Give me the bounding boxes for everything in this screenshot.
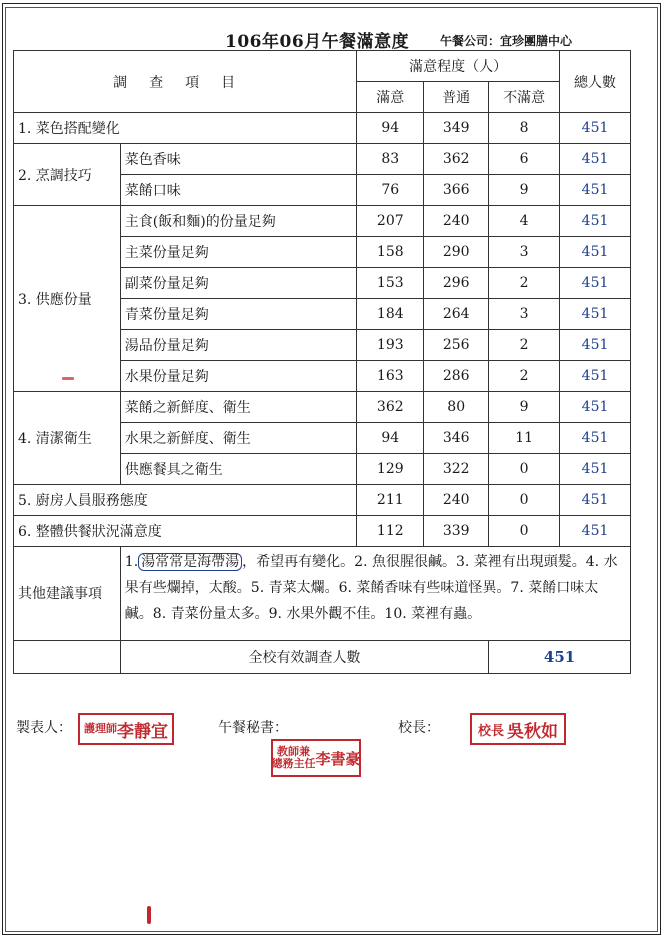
row-label: 水果份量足夠 — [120, 361, 357, 392]
suggestion-number: 1. — [124, 554, 139, 570]
cell-unsatisfied: 8 — [489, 113, 560, 144]
row-label: 主食(飯和麵)的份量足夠 — [120, 206, 357, 237]
cell-normal: 80 — [424, 392, 489, 423]
cell-unsatisfied: 2 — [489, 330, 560, 361]
cell-satisfied: 184 — [357, 299, 424, 330]
cell-satisfied: 129 — [357, 454, 424, 485]
row-label: 水果之新鮮度、衛生 — [120, 423, 357, 454]
principal-seal-stamp — [470, 713, 566, 745]
row-label: 5. 廚房人員服務態度 — [14, 485, 357, 516]
page-title: 106年06月午餐滿意度 — [225, 32, 410, 52]
cell-unsatisfied: 2 — [489, 361, 560, 392]
cell-normal: 286 — [424, 361, 489, 392]
cell-normal: 240 — [424, 485, 489, 516]
table-row — [14, 516, 631, 547]
cell-satisfied: 153 — [357, 268, 424, 299]
cell-satisfied: 112 — [357, 516, 424, 547]
cell-satisfied: 211 — [357, 485, 424, 516]
cell-normal: 240 — [424, 206, 489, 237]
maker-seal-stamp — [78, 713, 174, 745]
table-row — [14, 206, 631, 237]
secretary-seal-title-2: 總務主任 — [271, 757, 316, 770]
secretary-seal-titles — [272, 746, 316, 770]
table-row — [14, 392, 631, 423]
suggestion-rest: ，希望再有變化。2. 魚很腥很鹹。3. 菜裡有出現頭髮。4. 水果有些爛掉，太酸。5. 青菜太爛。6. 菜餚香味有些味道怪異。7. 菜餚口味太鹹。8. 青菜份量太多。9. 水果外觀不佳。10. 菜裡有蟲。 — [124, 554, 618, 622]
column-header-satisfied: 滿意 — [357, 82, 424, 113]
column-header-unsatisfied: 不滿意 — [489, 82, 560, 113]
cell-total: 451 — [560, 144, 631, 175]
cell-unsatisfied: 6 — [489, 144, 560, 175]
cell-normal: 349 — [424, 113, 489, 144]
cell-unsatisfied: 0 — [489, 454, 560, 485]
cell-satisfied: 76 — [357, 175, 424, 206]
cell-normal: 264 — [424, 299, 489, 330]
row-label: 菜色香味 — [120, 144, 357, 175]
cell-total: 451 — [560, 485, 631, 516]
cell-normal: 339 — [424, 516, 489, 547]
cell-normal: 346 — [424, 423, 489, 454]
circled-suggestion: 湯常常是海帶湯 — [138, 553, 242, 571]
cell-satisfied: 94 — [357, 113, 424, 144]
maker-label: 製表人： — [16, 720, 72, 736]
cell-unsatisfied: 0 — [489, 485, 560, 516]
cell-unsatisfied: 3 — [489, 237, 560, 268]
maker-seal-title: 護理師 — [84, 722, 117, 735]
cell-satisfied: 207 — [357, 206, 424, 237]
cell-unsatisfied: 4 — [489, 206, 560, 237]
cell-unsatisfied: 2 — [489, 268, 560, 299]
cell-total: 451 — [560, 113, 631, 144]
column-header-normal: 普通 — [424, 82, 489, 113]
cell-total: 451 — [560, 299, 631, 330]
suggestions-text — [120, 547, 630, 641]
company-name: 午餐公司：宜珍團膳中心 — [440, 34, 573, 48]
summary-row — [14, 641, 631, 674]
cell-unsatisfied: 9 — [489, 392, 560, 423]
cell-total: 451 — [560, 268, 631, 299]
cell-total: 451 — [560, 175, 631, 206]
group-label: 3. 供應份量 — [14, 206, 121, 392]
cell-total: 451 — [560, 423, 631, 454]
secretary-seal-title-1: 教師兼 — [277, 745, 310, 758]
summary-value: 451 — [489, 641, 631, 674]
cell-total: 451 — [560, 237, 631, 268]
cell-unsatisfied: 9 — [489, 175, 560, 206]
row-label: 湯品份量足夠 — [120, 330, 357, 361]
table-row — [14, 485, 631, 516]
column-header-total: 總人數 — [560, 51, 631, 113]
cell-satisfied: 94 — [357, 423, 424, 454]
table-row — [14, 113, 631, 144]
cell-unsatisfied: 0 — [489, 516, 560, 547]
column-header-satisfaction: 滿意程度（人） — [357, 51, 560, 82]
group-label: 4. 清潔衛生 — [14, 392, 121, 485]
secretary-label: 午餐秘書： — [218, 720, 288, 736]
cell-satisfied: 362 — [357, 392, 424, 423]
cell-unsatisfied: 11 — [489, 423, 560, 454]
secretary-seal-stamp — [271, 739, 361, 777]
suggestions-label: 其他建議事項 — [14, 547, 121, 641]
summary-spacer — [14, 641, 121, 674]
cell-normal: 296 — [424, 268, 489, 299]
survey-table — [13, 50, 631, 674]
cell-normal: 366 — [424, 175, 489, 206]
row-label: 副菜份量足夠 — [120, 268, 357, 299]
cell-normal: 256 — [424, 330, 489, 361]
row-label: 青菜份量足夠 — [120, 299, 357, 330]
cell-unsatisfied: 3 — [489, 299, 560, 330]
principal-seal-name: 吳秋如 — [507, 721, 558, 742]
cell-normal: 322 — [424, 454, 489, 485]
column-header-item: 調查項目 — [14, 51, 357, 113]
row-label: 供應餐具之衛生 — [120, 454, 357, 485]
row-label: 6. 整體供餐狀況滿意度 — [14, 516, 357, 547]
row-label: 主菜份量足夠 — [120, 237, 357, 268]
row-label: 1. 菜色搭配變化 — [14, 113, 357, 144]
cell-total: 451 — [560, 516, 631, 547]
cell-total: 451 — [560, 330, 631, 361]
row-label: 菜餚口味 — [120, 175, 357, 206]
cell-total: 451 — [560, 454, 631, 485]
secretary-seal-name: 李書豪 — [315, 749, 361, 768]
cell-normal: 290 — [424, 237, 489, 268]
red-ink-mark — [62, 377, 74, 380]
principal-seal-title: 校長 — [477, 723, 504, 739]
cell-normal: 362 — [424, 144, 489, 175]
red-ink-mark — [147, 906, 151, 924]
cell-satisfied: 83 — [357, 144, 424, 175]
maker-seal-name: 李靜宜 — [117, 721, 168, 742]
cell-total: 451 — [560, 392, 631, 423]
header-row-1 — [14, 51, 631, 82]
cell-satisfied: 193 — [357, 330, 424, 361]
cell-satisfied: 163 — [357, 361, 424, 392]
cell-total: 451 — [560, 206, 631, 237]
row-label: 菜餚之新鮮度、衛生 — [120, 392, 357, 423]
table-row — [14, 144, 631, 175]
group-label: 2. 烹調技巧 — [14, 144, 121, 206]
summary-label: 全校有效調查人數 — [120, 641, 488, 674]
cell-satisfied: 158 — [357, 237, 424, 268]
cell-total: 451 — [560, 361, 631, 392]
suggestions-row — [14, 547, 631, 641]
principal-label: 校長： — [398, 720, 440, 736]
